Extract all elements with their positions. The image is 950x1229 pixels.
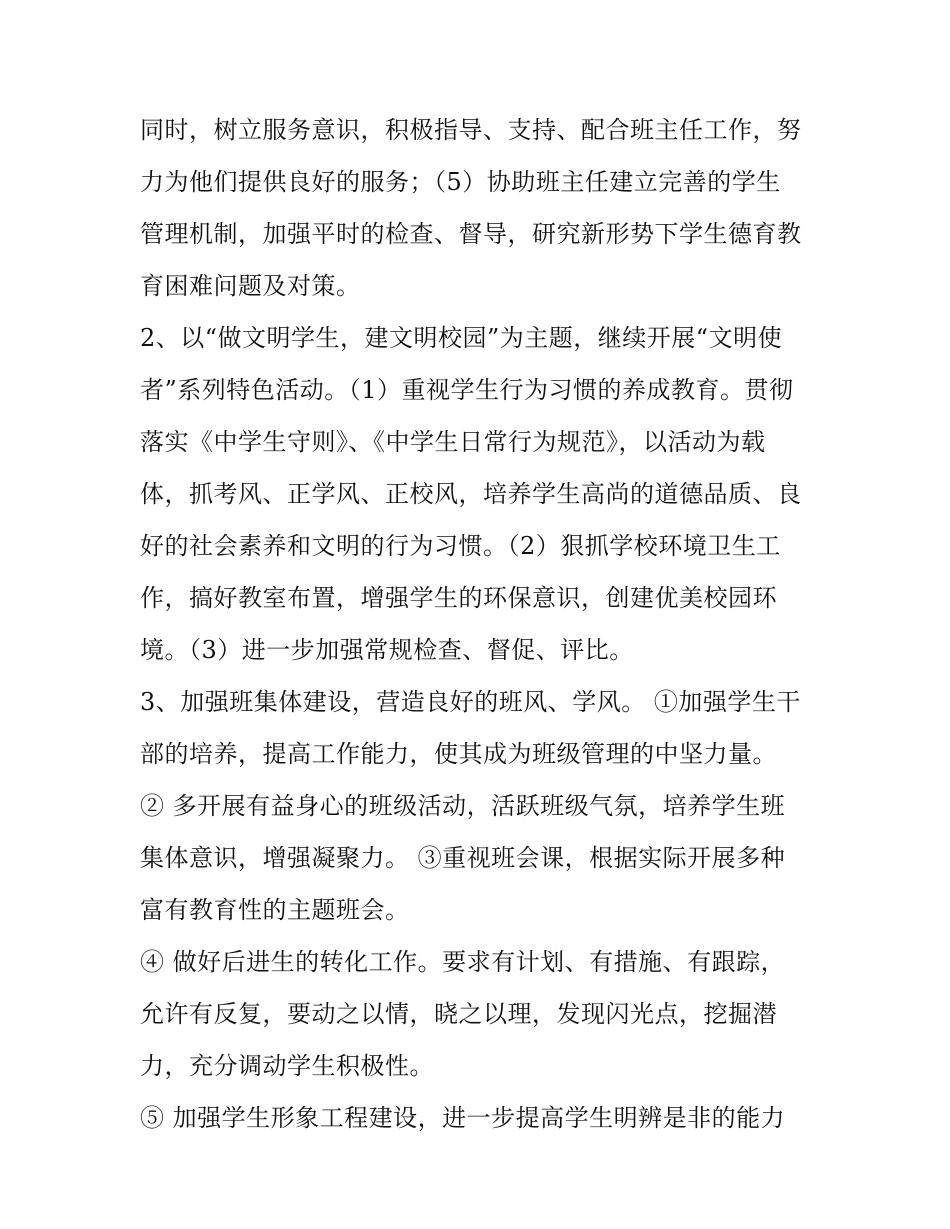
text-line: ④ 做好后进生的转化工作。要求有计划、有措施、有跟踪， [140, 948, 786, 976]
text-line: 力为他们提供良好的服务；（5）协助班主任建立完善的学生 [140, 168, 781, 196]
text-line: 集体意识，增强凝聚力。 ③重视班会课，根据实际开展多种 [140, 844, 786, 872]
text-line: 落实《中学生守则》、《中学生日常行为规范》，以活动为载 [140, 428, 766, 456]
text-line: 体，抓考风、正学风、正校风，培养学生高尚的道德品质、良 [140, 480, 802, 508]
text-line: 允许有反复，要动之以情，晓之以理，发现闪光点，挖掘潜 [140, 1000, 777, 1028]
text-line: 富有教育性的主题班会。 [140, 896, 410, 924]
text-line: 育困难问题及对策。 [140, 272, 361, 300]
text-line: 力，充分调动学生积极性。 [140, 1052, 434, 1080]
text-line: 3、加强班集体建设，营造良好的班风、学风。 ①加强学生干 [140, 688, 801, 716]
text-line: 好的社会素养和文明的行为习惯。（2）狠抓学校环境卫生工 [140, 532, 781, 560]
text-line: 者”系列特色活动。（1）重视学生行为习惯的养成教育。贯彻 [140, 376, 794, 404]
text-line: 管理机制，加强平时的检查、督导，研究新形势下学生德育教 [140, 220, 802, 248]
text-line: 境。（3）进一步加强常规检查、督促、评比。 [140, 636, 634, 664]
text-line: 同时，树立服务意识，积极指导、支持、配合班主任工作，努 [140, 116, 802, 144]
text-line: ⑤ 加强学生形象工程建设，进一步提高学生明辨是非的能力 [140, 1104, 786, 1132]
text-line: 作，搞好教室布置，增强学生的环保意识，创建优美校园环 [140, 584, 777, 612]
text-line: 部的培养，提高工作能力，使其成为班级管理的中坚力量。 [140, 740, 777, 768]
body-text [140, 104, 830, 1144]
text-line: 2、以“做文明学生，建文明校园”为主题，继续开展“文明使 [140, 324, 783, 352]
text-line: ② 多开展有益身心的班级活动，活跃班级气氛，培养学生班 [140, 792, 786, 820]
